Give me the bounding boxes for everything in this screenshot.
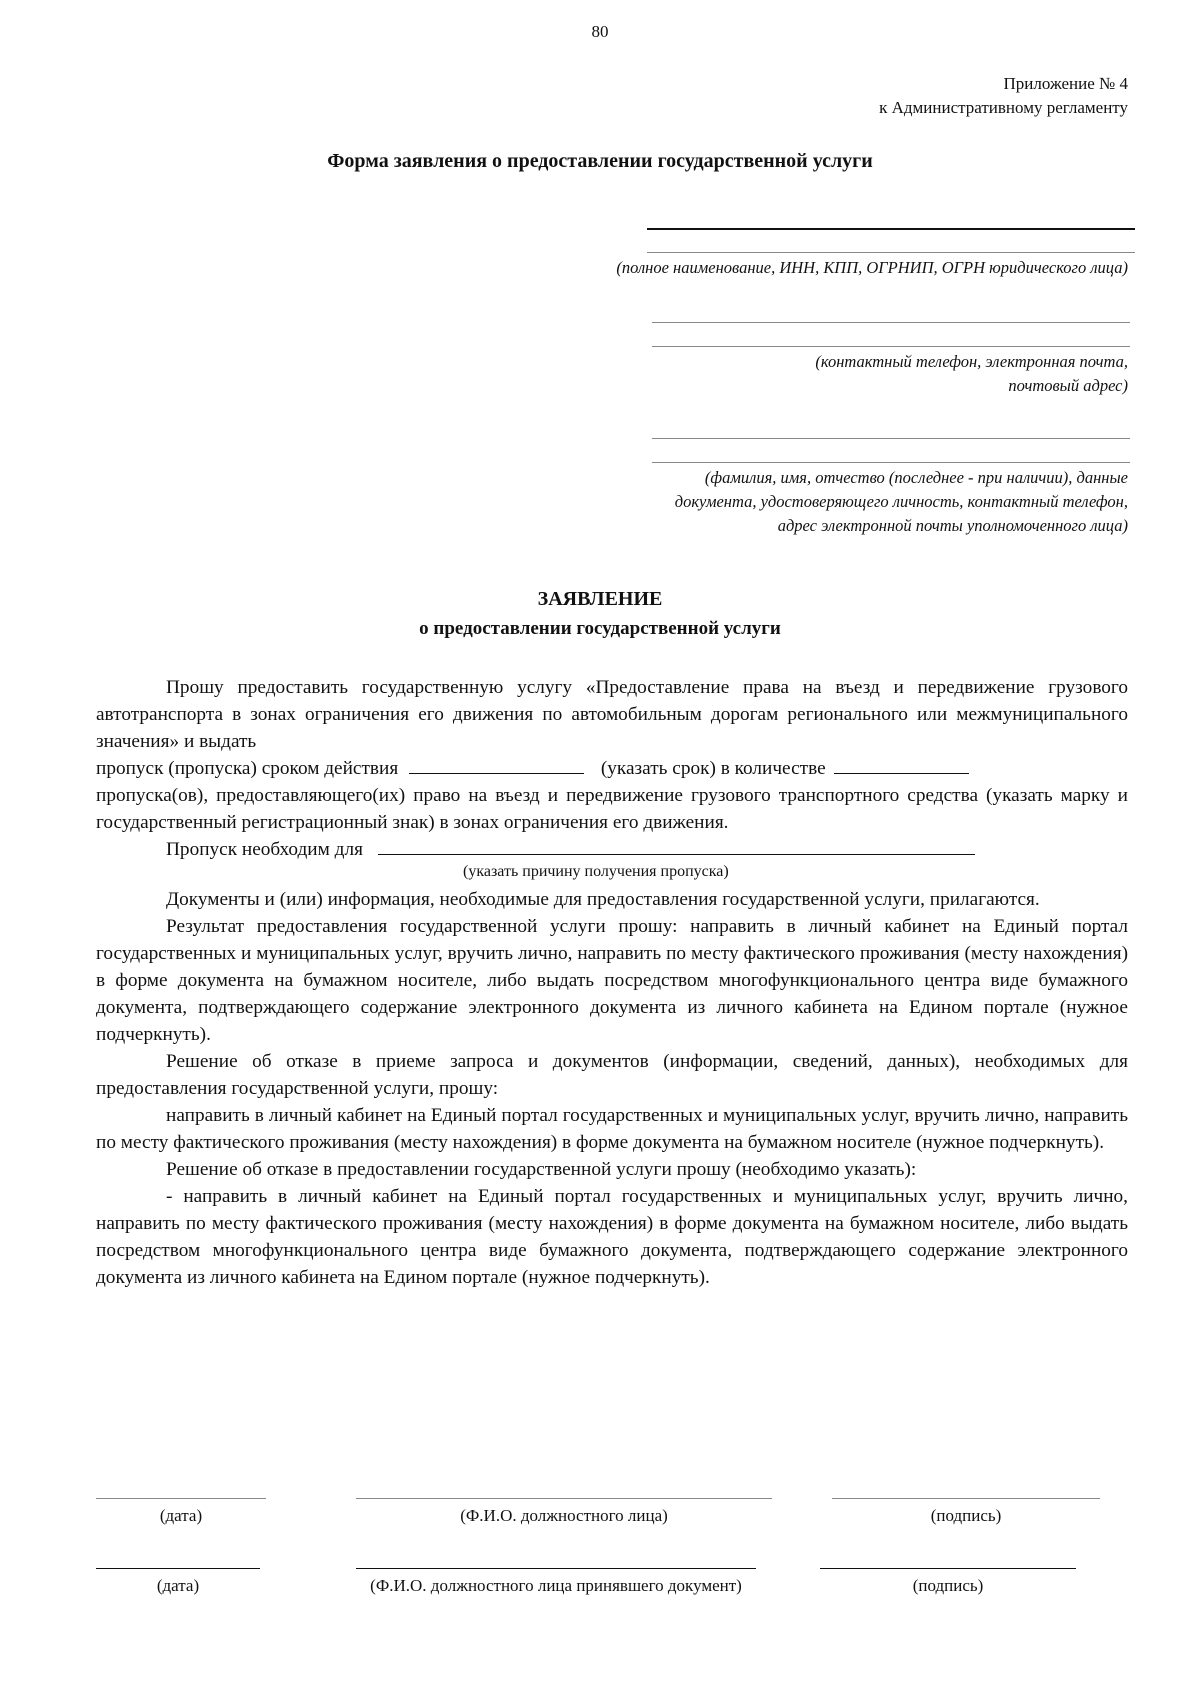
sig2-name-label: (Ф.И.О. должностного лица принявшего документ) [370,1576,742,1595]
person-caption-line-2: документа, удостоверяющего личность, контактный телефон, [674,492,1128,511]
contacts-caption-line-2: почтовый адрес) [1008,376,1128,395]
paragraph-pass-reason [96,836,1128,863]
paragraph-refusal-service: Решение об отказе в предоставлении государственной услуги прошу (необходимо указать): [166,1159,917,1180]
paragraph-pass-duration [96,755,1128,782]
applicant-name-line [647,228,1135,230]
paragraph-documents: Документы и (или) информация, необходимые для предоставления государственной услуги, прилагаются. [166,889,1040,910]
person-caption-line-1: (фамилия, имя, отчество (последнее - при наличии), данные [704,468,1128,487]
contacts-caption [528,350,1128,398]
sig1-name-line[interactable] [356,1498,772,1499]
pass-reason-field[interactable] [378,836,975,855]
paragraph-request: Прошу предоставить государственную услугу «Предоставление права на въезд и передвижение грузового автотранспорта в зонах ограничения его движения по автомобильным дорогам регионального или межмуниципального значения» и выдать [96,677,1128,752]
sig2-sign-label: (подпись) [912,1576,984,1595]
pass-duration-label: пропуск (пропуска) сроком действия [96,758,399,779]
paragraph-result-delivery: Результат предоставления государственной услуги прошу: направить в личный кабинет на Единый портал государственных и муниципальных услуг, вручить лично, направить по месту фактического проживания (месту нахождения) в форме документа на бумажном носителе, либо выдать посредством многофункционального центра виде бумажного документа, подтверждающего содержание электронного документа из личного кабинета на Едином портале (нужное подчеркнуть). [96,916,1128,1045]
page-number: 80 [591,22,609,41]
paragraph-refusal-service-delivery: - направить в личный кабинет на Единый портал государственных и муниципальных услуг, вручить лично, направить по месту фактического проживания (месту нахождения) в форме документа на бумажном носителе, либо выдать посредством многофункционального центра виде бумажного документа, подтверждающего содержание электронного документа из личного кабинета на Едином портале (нужное подчеркнуть). [96,1186,1128,1288]
contacts-line-2 [652,346,1130,347]
application-body [96,674,1128,1291]
contacts-caption-line-1: (контактный телефон, электронная почта, [815,352,1128,371]
pass-reason-label: Пропуск необходим для [166,839,363,860]
appendix-reference [879,72,1128,120]
appendix-line-2: к Административному регламенту [879,98,1128,117]
pass-quantity-field[interactable] [834,755,969,774]
sig2-date-label: (дата) [156,1576,200,1595]
applicant-name-line-2 [647,252,1135,253]
sig1-date-line[interactable] [96,1498,266,1499]
appendix-line-1: Приложение № 4 [1003,74,1128,93]
pass-duration-field[interactable] [409,755,584,774]
sig2-name-line[interactable] [356,1568,756,1569]
person-caption-line-3: адрес электронной почты уполномоченного лица) [777,516,1128,535]
person-line-1 [652,438,1130,439]
applicant-legal-caption: (полное наименование, ИНН, КПП, ОГРНИП, ОГРН юридического лица) [616,258,1128,277]
form-title: Форма заявления о предоставлении государственной услуги [327,150,873,172]
paragraph-pass-vehicle: пропуска(ов), предоставляющего(их) право на въезд и передвижение грузового транспортного средства (указать марку и государственный регистрационный знак) в зонах ограничения его движения. [96,785,1128,833]
person-line-2 [652,462,1130,463]
sig1-sign-line[interactable] [832,1498,1100,1499]
paragraph-refusal-intake: Решение об отказе в приеме запроса и документов (информации, сведений, данных), необходимых для предоставления государственной услуги, прошу: [96,1051,1128,1099]
sig2-sign-line[interactable] [820,1568,1076,1569]
pass-reason-caption: (указать причину получения пропуска) [463,863,729,880]
paragraph-refusal-intake-delivery: направить в личный кабинет на Единый портал государственных и муниципальных услуг, вручить лично, направить по месту фактического проживания (месту нахождения) в форме документа на бумажном носителе (нужное подчеркнуть). [96,1105,1128,1153]
pass-quantity-label: (указать срок) в количестве [600,758,826,779]
application-subtitle: о предоставлении государственной услуги [419,618,781,639]
sig1-name-label: (Ф.И.О. должностного лица) [460,1506,668,1525]
sig1-date-label: (дата) [159,1506,203,1525]
contacts-line-1 [652,322,1130,323]
person-caption [428,466,1128,538]
sig1-sign-label: (подпись) [930,1506,1002,1525]
application-title: ЗАЯВЛЕНИЕ [537,588,663,610]
sig2-date-line[interactable] [96,1568,260,1569]
